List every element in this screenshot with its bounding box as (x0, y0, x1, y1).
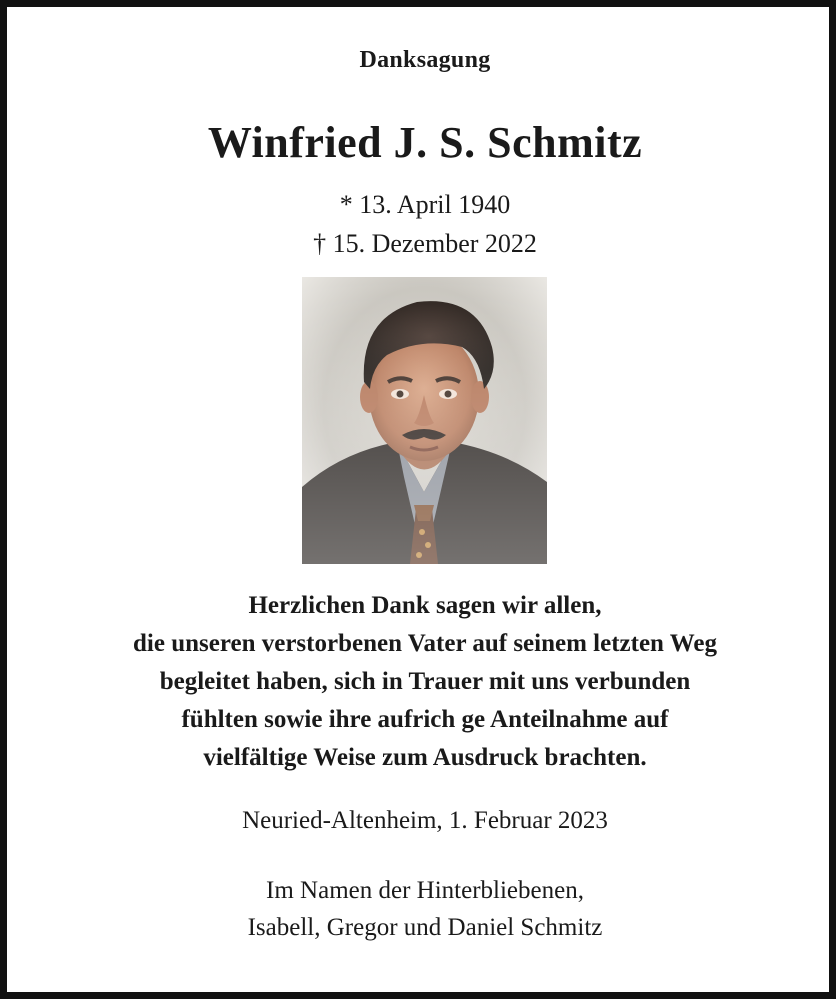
birth-date: * 13. April 1940 (339, 190, 511, 219)
message-line: begleitet haben, sich in Trauer mit uns verbunden (159, 668, 691, 695)
message-line: fühlten sowie ihre aufrich ge Anteilnahme auf (181, 706, 669, 733)
family-signature (7, 872, 836, 946)
deceased-name: Winfried J. S. Schmitz (207, 118, 643, 167)
message-line: die unseren verstorbenen Vater auf seinem letzten Weg (133, 630, 717, 657)
portrait-photo (302, 277, 547, 564)
message-line: Herzlichen Dank sagen wir allen, (248, 592, 602, 619)
message-line: vielfältige Weise zum Ausdruck brachten. (203, 744, 647, 771)
place-and-date: Neuried-Altenheim, 1. Februar 2023 (242, 807, 608, 834)
signature-line: Isabell, Gregor und Daniel Schmitz (247, 914, 603, 941)
signature-line: Im Namen der Hinterbliebenen, (266, 877, 584, 904)
death-date: † 15. Dezember 2022 (313, 229, 537, 258)
thank-you-message (7, 587, 836, 777)
notice-heading: Danksagung (359, 47, 491, 73)
